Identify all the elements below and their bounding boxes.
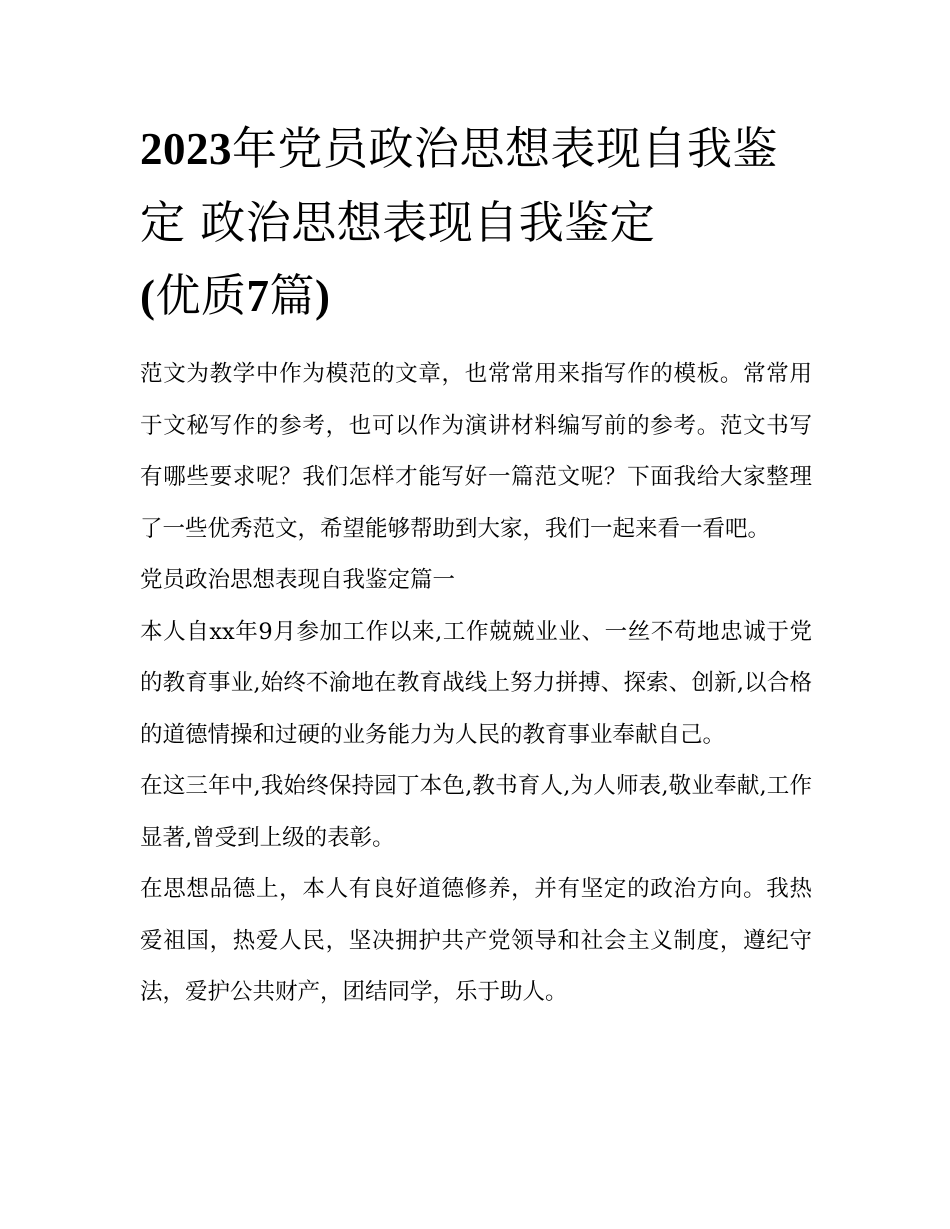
document-title [140, 112, 812, 333]
body-paragraph-ideology: 在思想品德上，本人有良好道德修养，并有坚定的政治方向。我热爱祖国，热爱人民，坚决拥护共产党领导和社会主义制度，遵纪守法，爱护公共财产，团结同学，乐于助人。 [140, 876, 812, 1005]
intro-paragraph: 范文为教学中作为模范的文章，也常常用来指写作的模板。常常用于文秘写作的参考，也可以作为演讲材料编写前的参考。范文书写有哪些要求呢？我们怎样才能写好一篇范文呢？下面我给大家整理了一些优秀范文，希望能够帮助到大家，我们一起来看一看吧。 [140, 361, 812, 542]
body-paragraph-three-years: 在这三年中,我始终保持园丁本色,教书育人,为人师表,敬业奉献,工作显著,曾受到上级的表彰。 [140, 773, 812, 851]
title-close-paren: ) [315, 271, 331, 321]
document-content [140, 112, 812, 1019]
title-open-paren: ( [140, 271, 156, 321]
title-year: 2023 [140, 124, 232, 174]
body-paragraph-work: 本人自xx年9月参加工作以来,工作兢兢业业、一丝不苟地忠诚于党的教育事业,始终不渝地在教育战线上努力拼搏、探索、创新,以合格的道德情操和过硬的业务能力为人民的教育事业奉献自己。 [140, 618, 812, 748]
title-unit: 篇 [269, 269, 316, 322]
title-text: 年党员政治思想表现自我鉴定 政治思想表现自我鉴定 [140, 122, 779, 249]
section-heading: 党员政治思想表现自我鉴定篇一 [140, 567, 456, 593]
title-count: 7 [246, 271, 270, 321]
title-quality: 优质 [155, 269, 247, 322]
